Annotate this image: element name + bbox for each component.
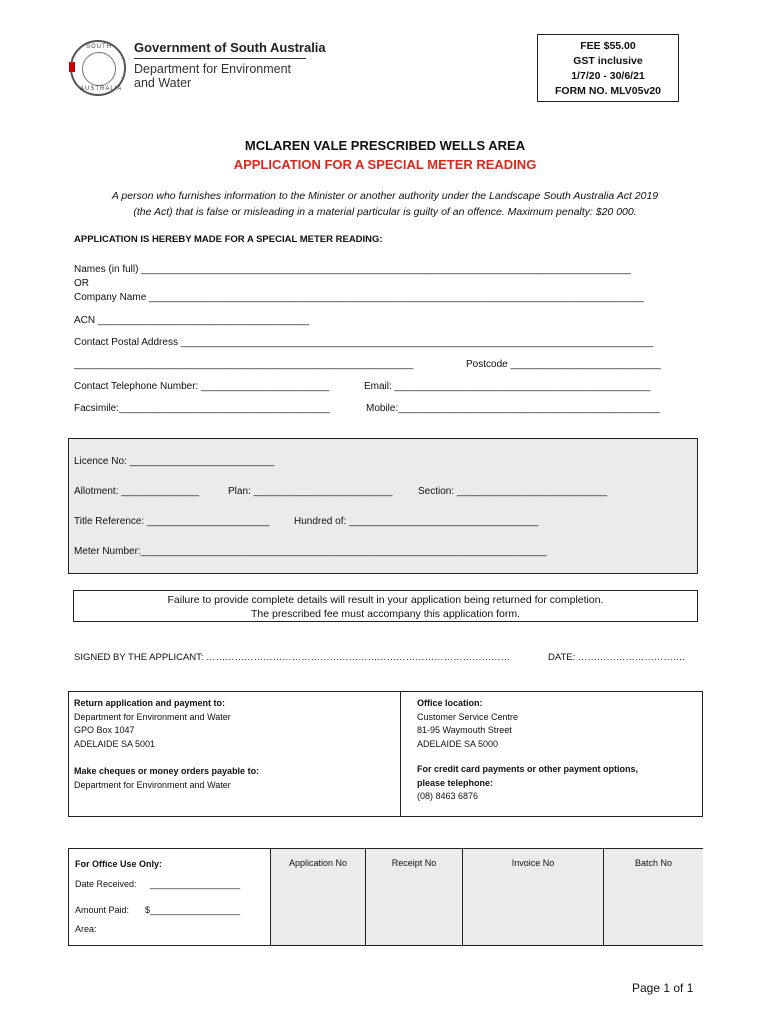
- signature-date-field[interactable]: DATE: …………………………….: [548, 652, 686, 663]
- return-info-divider: [400, 691, 401, 817]
- plan-field[interactable]: Plan: _________________________: [228, 486, 393, 497]
- office-heading: Office location:: [417, 698, 483, 708]
- cheques-payee: Department for Environment and Water: [74, 779, 231, 790]
- telephone-field[interactable]: Contact Telephone Number: _______________________: [74, 381, 330, 392]
- names-field[interactable]: Names (in full) ________________________________________________________________________________________: [74, 264, 631, 275]
- meter-number-field[interactable]: Meter Number:_________________________________________________________________________: [74, 546, 547, 557]
- col-invoice-no: Invoice No: [511, 858, 555, 868]
- department-name: [134, 62, 314, 90]
- col-application-no: Application No: [288, 858, 348, 868]
- date-received-label: Date Received:: [75, 879, 137, 889]
- mobile-field[interactable]: Mobile:_______________________________________________: [366, 403, 660, 414]
- credit-heading-line-2: please telephone:: [417, 777, 494, 788]
- return-line-1: Department for Environment and Water: [74, 711, 231, 722]
- failure-notice-box: [73, 590, 698, 622]
- amount-paid-label: Amount Paid:: [75, 905, 130, 915]
- credit-heading-line-1: For credit card payments or other payment options,: [417, 764, 639, 774]
- cheques-heading: Make cheques or money orders payable to:: [74, 766, 260, 776]
- department-line-1: Department for Environment: [134, 62, 292, 76]
- cheques-block: [74, 765, 394, 792]
- credit-card-block: [417, 763, 701, 804]
- or-label: OR: [74, 278, 89, 289]
- fee-gst: GST inclusive: [573, 55, 643, 67]
- section-field[interactable]: Section: ___________________________: [418, 486, 608, 497]
- facsimile-field[interactable]: Facsimile:______________________________________: [74, 403, 331, 414]
- office-use-heading: For Office Use Only:: [75, 859, 163, 869]
- form-number: FORM NO. MLV05v20: [555, 85, 661, 97]
- area-label: Area:: [75, 924, 97, 934]
- credit-phone: (08) 8463 6876: [417, 791, 479, 801]
- fee-box: [537, 34, 679, 102]
- email-field[interactable]: Email: ______________________________________________: [364, 381, 651, 392]
- postal-address-field[interactable]: Contact Postal Address _____________________________________________________________________________________: [74, 337, 654, 348]
- return-heading: Return application and payment to:: [74, 698, 226, 708]
- seal-red-mark: [69, 62, 75, 72]
- page-number: Page 1 of 1: [632, 981, 694, 995]
- amount-paid-field[interactable]: $__________________: [145, 905, 241, 915]
- licence-number-field[interactable]: Licence No: __________________________: [74, 456, 275, 467]
- applicant-signature-field[interactable]: SIGNED BY THE APPLICANT: ……………………………………………………………………………………: [74, 652, 511, 663]
- header-divider: [134, 58, 306, 59]
- form-subtitle: APPLICATION FOR A SPECIAL METER READING: [233, 157, 537, 172]
- postcode-field[interactable]: Postcode ___________________________: [466, 359, 661, 370]
- government-seal-logo: [70, 40, 126, 96]
- return-line-2: GPO Box 1047: [74, 725, 135, 735]
- seal-ring-text-top: SOUTH: [86, 44, 112, 50]
- return-address-block: [74, 697, 394, 751]
- penalty-warning: [60, 188, 710, 220]
- office-line-1: Customer Service Centre: [417, 711, 519, 722]
- hundred-of-field[interactable]: Hundred of: __________________________________: [294, 516, 539, 527]
- seal-inner-circle: [82, 52, 116, 86]
- penalty-warning-line-1: A person who furnishes information to the Minister or another authority under the Landscape South Australia Act 2019: [111, 190, 659, 202]
- postal-address-line-2[interactable]: _____________________________________________________________: [74, 359, 414, 370]
- government-title: Government of South Australia: [134, 40, 326, 55]
- col-batch-no: Batch No: [634, 858, 673, 868]
- col-receipt-no: Receipt No: [391, 858, 437, 868]
- seal-ring-text-bottom: AUSTRALIA: [80, 86, 123, 92]
- office-line-2: 81-95 Waymouth Street: [417, 725, 512, 735]
- allotment-field[interactable]: Allotment: ______________: [74, 486, 200, 497]
- failure-notice-line-2: The prescribed fee must accompany this application form.: [250, 608, 521, 620]
- fee-period: 1/7/20 - 30/6/21: [571, 70, 645, 82]
- title-reference-field[interactable]: Title Reference: ______________________: [74, 516, 270, 527]
- department-line-2: and Water: [134, 76, 192, 90]
- application-heading: APPLICATION IS HEREBY MADE FOR A SPECIAL METER READING:: [74, 234, 383, 245]
- return-line-3: ADELAIDE SA 5001: [74, 738, 156, 749]
- office-location-block: [417, 697, 697, 751]
- acn-field[interactable]: ACN ______________________________________: [74, 315, 310, 326]
- date-received-field[interactable]: __________________: [150, 879, 241, 889]
- penalty-warning-line-2: (the Act) that is false or misleading in a material particular is guilty of an offence. Maximum penalty: $20 000.: [133, 206, 637, 218]
- company-name-field[interactable]: Company Name _________________________________________________________________________________________: [74, 292, 645, 303]
- form-title: MCLAREN VALE PRESCRIBED WELLS AREA: [244, 138, 526, 153]
- fee-amount: FEE $55.00: [580, 40, 636, 52]
- failure-notice-line-1: Failure to provide complete details will result in your application being returned for completion.: [167, 594, 604, 606]
- office-line-3: ADELAIDE SA 5000: [417, 738, 499, 749]
